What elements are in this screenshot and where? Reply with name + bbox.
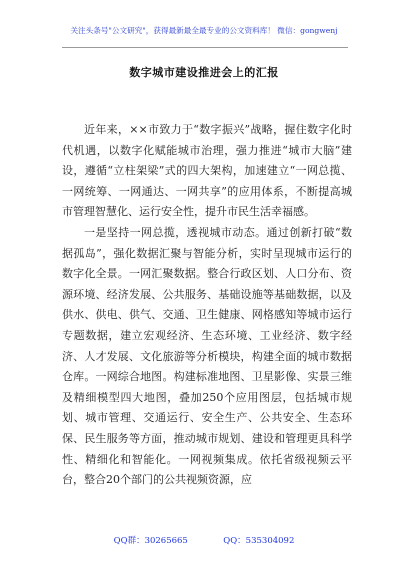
header-divider: [62, 47, 348, 48]
document-body: [62, 120, 352, 491]
footer-qq: QQ：535304092: [223, 536, 295, 546]
footer-contact: [0, 536, 408, 547]
document-title: 数字城市建设推进会上的汇报: [129, 66, 279, 79]
footer-qq-group: QQ群：30265665: [113, 536, 188, 546]
paragraph-point-one: 一是坚持一网总揽，透视城市动态。通过创新打破“数据孤岛”，强化数据汇聚与智能分析，实时呈现城市运行的数字化全景。一网汇聚数据。整合行政区划、人口分布、资源环境、经济发展、公共服务、基础设施等基础数据，以及供水、供电、供气、交通、卫生健康、网格感知等城市运行专题数据，建立宏观经济、生态环境、工业经济、数字经济、人才发展、文化旅游等分析模块，构建全面的城市数据仓库。一网综合地图。构建标准地图、卫星影像、实景三维及精细模型四大地图，叠加250个应用图层，包括城市规划、城市管理、交通运行、安全生产、公共安全、生态环保、民生服务等方面，推动城市规划、建设和管理更具科学性、精细化和智能化。一网视频集成。依托省级视频云平台，整合20个部门的公共视频资源，应: [62, 225, 352, 487]
promo-header: [0, 26, 408, 35]
promo-text: 关注头条号"公文研究"，获得最新最全最专业的公文资料库！ 微信：gongwenj: [70, 26, 338, 35]
paragraph-intro: 近年来，××市致力于“数字振兴”战略，握住数字化时代机遇，以数字化赋能城市治理，强力推进“城市大脑”建设，遵循“立柱架梁”式的四大架构，加速建立“一网总揽、一网统筹、一网通达、一网共享”的应用体系，不断提高城市管理智慧化、运行安全性，提升市民生活幸福感。: [62, 123, 352, 219]
